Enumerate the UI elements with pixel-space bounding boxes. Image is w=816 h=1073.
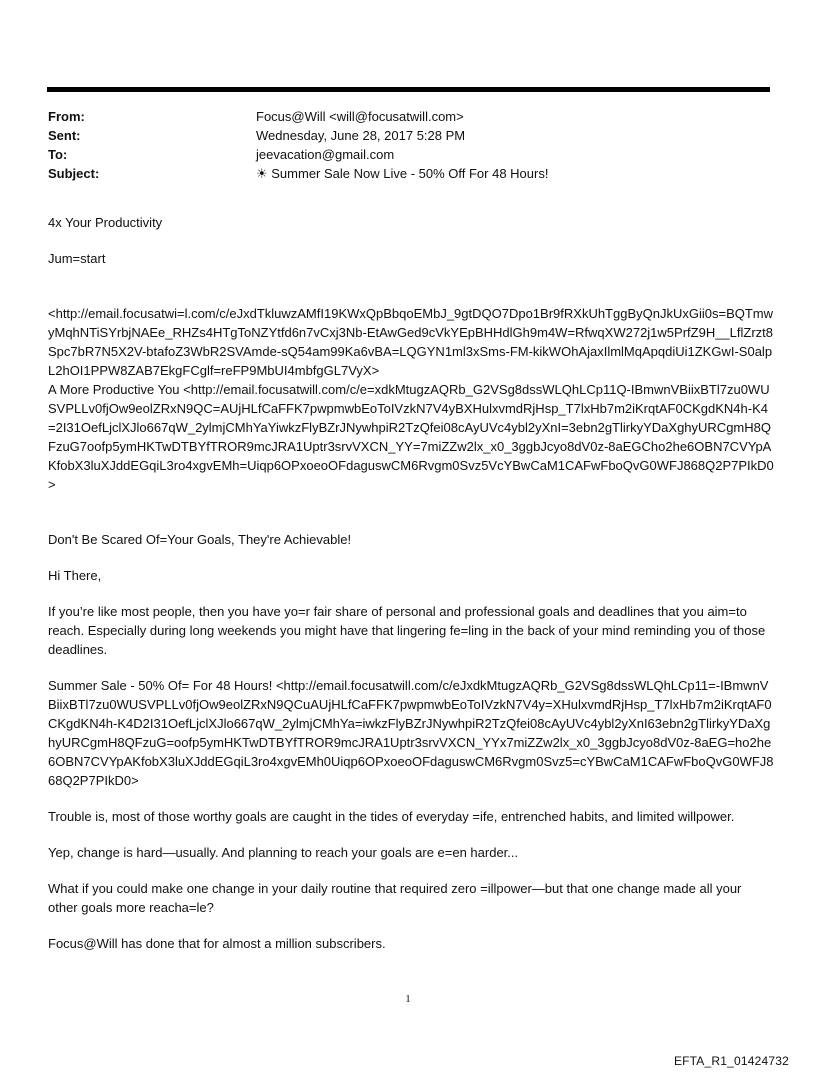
link-url-2[interactable]: <http://email.focusatwill.com/c/e=xdkMtugzAQRb_G2VSg8dssWLQhLCp11Q-IBmwnVBiixBTl7zu0WUSVPLLv0fjOw9eolZRxN9QC=AUjHLfCaFFK7pwpmwbEoToIVzkN7V4yBXHulxvmdRjHsp_T7lxHb7m2iKrqtAF0CKgdKN4h-K4=2I31OefLjclXJlo667qW_2ylmjCMhYaYiwkzFlyBZrJNywhpiR2TzQfei08cAyUVc4ybl2yXnI=3ebn2gTlirkyYDaXghyURCgmH8QFzuG7oofp5ymHKTwDTBYfTROR9mcJRA1Uptr3srvVXCN_YY=7miZZw2lx_x0_3ggbJcyo8dV0z-8aEGCho2he6OBN7CVYpAKfobX3luXJddEGqiL3ro4xgvEMh=Uiqp6OPxoeoOFdaguswCM6Rvgm0Svz5VcYBwCaM1CAFwFboQvG0WFJ868Q2P7PIkD0> xyxy=(48,382,774,492)
link-url-3[interactable]: <http://email.focusatwill.com/c/eJxdkMtugzAQRb_G2VSg8dssWLQhLCp11=-IBmwnVBiixBTl7zu0WUSVPLLv0fjOw9eolZRxN9QCuAUjHLfCaFFK7pwpmwbEoToIVzkN7V4y=XHulxvmdRjHsp_T7lxHb7m2iKrqtAF0CKgdKN4h-K4D2I31OefLjclXJlo667qW_2ylmjCMhYa=iwkzFlyBZrJNywhpiR2TzQfei08cAyUVc4ybl2yXnI63ebn2gTlirkyYDaXghyURCgmH8QFzuG=oofp5ymHKTwDTBYfTROR9mcJRA1Uptr3srvVXCN_YYx7miZZw2lx_x0_3ggbJcyo8dV0z-8aEG=ho2he6OBN7CVYpAKfobX3luXJddEGqiL3ro4xgvEMh0Uiqp6OPxoeoOFdaguswCM6Rvgm0Svz5=cYBwCaM1CAFwFboQvG0WFJ868Q2P7PIkD0> xyxy=(48,678,774,788)
jump-text: Jum=start xyxy=(48,251,106,266)
intro-paragraph: If you’re like most people, then you have yo=r fair share of personal and professional goals and deadlines that you aim=to reach. Especially during long weekends you might have that lingering fe=ling in the back of your mind reminding you of those deadlines. xyxy=(48,604,766,657)
to-row xyxy=(48,145,768,164)
productive-paragraph xyxy=(48,380,774,494)
subject-row xyxy=(48,164,768,183)
headline: Don't Be Scared Of=Your Goals, They're Achievable! xyxy=(48,532,352,547)
sent-value: Wednesday, June 28, 2017 5:28 PM xyxy=(256,128,466,143)
sent-label: Sent: xyxy=(48,128,81,143)
question-paragraph: What if you could make one change in your daily routine that required zero =illpower—but that one change made all your other goals more reacha=le? xyxy=(48,881,742,915)
subject-value: ☀ Summer Sale Now Live - 50% Off For 48 Hours! xyxy=(256,166,549,181)
email-body xyxy=(48,213,774,953)
tagline: 4x Your Productivity xyxy=(48,215,163,230)
productive-text: A More Productive You xyxy=(48,382,184,397)
to-value: jeevacation@gmail.com xyxy=(256,147,395,162)
trouble-paragraph: Trouble is, most of those worthy goals are caught in the tides of everyday =ife, entrenched habits, and limited willpower. xyxy=(48,809,735,824)
page-number: 1 xyxy=(405,993,411,1005)
header-divider xyxy=(47,87,770,92)
subscribers-paragraph: Focus@Will has done that for almost a million subscribers. xyxy=(48,936,386,951)
bates-number: EFTA_R1_01424732 xyxy=(673,1054,789,1068)
email-header xyxy=(48,107,768,187)
sale-paragraph xyxy=(48,676,774,790)
sale-text: Summer Sale - 50% Of= For 48 Hours! xyxy=(48,678,276,693)
sent-row xyxy=(48,126,768,145)
link-url-1[interactable]: <http://email.focusatwi=l.com/c/eJxdTkluwzAMfI19KWxQpBbqoEMbJ_9gtDQO7Dpo1Br9fRXkUhTggByQnJkUxGii0s=BQTmwyMqhNTiSYrbjNAEe_RHZs4HTgToNZYtfd6n7vCxj3Nb-EtAwGed9cVkYEpBHHdlGh9m4W=RfwqXW272j1w5PrfZ9H__LflZrzt8Spc7bR7N5X2V-btafoZ3WbR2SVAmde-sQ54am99Ka6vBA=LQGYN1ml3xSms-FM-kikWOhAjaxIlmlMqApqdiUi1ZKGwI-S0alpL2hOI1PPW8ZAB7EkgFCglf=reFP9MbUI4mbfgGL7VyX> xyxy=(48,306,774,378)
greeting: Hi There, xyxy=(48,568,102,583)
from-row xyxy=(48,107,768,126)
from-value: Focus@Will <will@focusatwill.com> xyxy=(256,109,464,124)
subject-label: Subject: xyxy=(48,166,100,181)
to-label: To: xyxy=(48,147,68,162)
from-label: From: xyxy=(48,109,85,124)
change-paragraph: Yep, change is hard—usually. And planning to reach your goals are e=en harder... xyxy=(48,845,519,860)
